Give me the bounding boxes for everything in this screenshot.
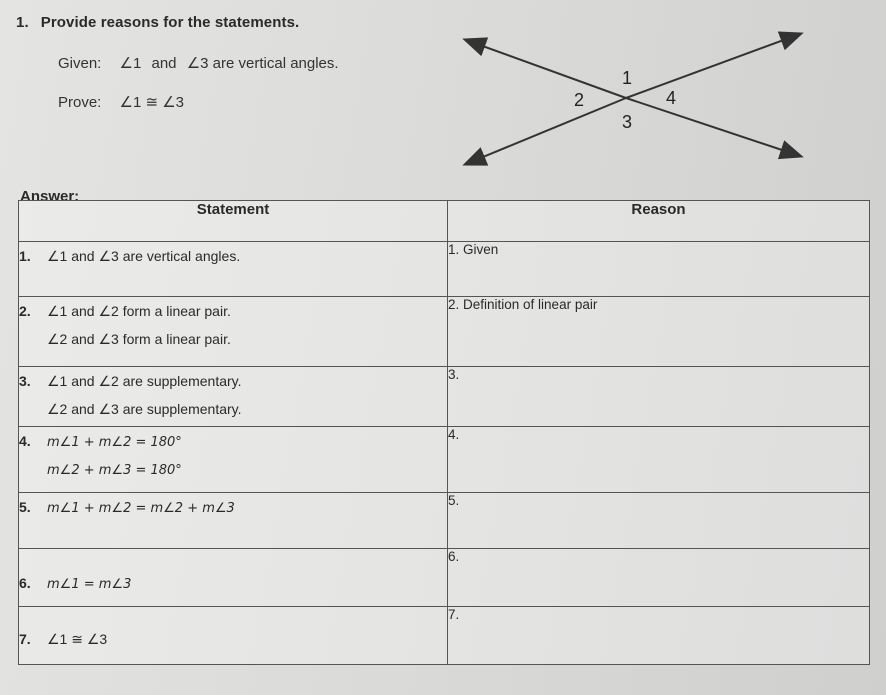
row-number: 5.	[19, 499, 31, 515]
row-number: 3.	[19, 373, 31, 389]
statement-cell	[19, 493, 448, 549]
reason-text: 6.	[448, 549, 460, 564]
row-number: 2.	[19, 303, 31, 319]
question-title	[16, 14, 299, 31]
statement-text: ∠1 and ∠2 form a linear pair.	[47, 303, 231, 319]
angle-label-4: 4	[666, 88, 677, 108]
ray-upper-right	[626, 34, 800, 98]
proof-table	[18, 200, 870, 665]
statement-cell	[19, 549, 448, 607]
reason-text: 5.	[448, 493, 460, 508]
prove-line	[58, 93, 184, 111]
row-number: 1.	[19, 248, 31, 264]
vertical-angles-diagram	[440, 26, 820, 176]
proof-row	[19, 549, 870, 607]
statement-text: ∠1 ≅ ∠3	[47, 631, 108, 647]
given-and: and	[151, 55, 177, 72]
reason-text: 1. Given	[448, 242, 499, 257]
reason-text: 4.	[448, 427, 460, 442]
proof-row	[19, 242, 870, 297]
reason-cell[interactable]	[448, 607, 870, 665]
reason-cell[interactable]	[448, 493, 870, 549]
answer-label: Answer:	[20, 188, 80, 205]
statement-cell	[19, 427, 448, 493]
statement-text: m∠1 = m∠3	[47, 577, 132, 592]
given-text: are vertical angles.	[212, 55, 339, 72]
prove-statement: ∠1 ≅ ∠3	[119, 94, 185, 111]
statement-text: ∠2 and ∠3 form a linear pair.	[47, 331, 231, 347]
statement-text: ∠1 and ∠2 are supplementary.	[47, 373, 242, 389]
prove-label: Prove:	[58, 94, 102, 111]
given-angle-1: ∠1	[119, 55, 142, 72]
statement-cell	[19, 242, 448, 297]
angle-label-3: 3	[622, 112, 633, 132]
given-angle-3: ∠3	[186, 55, 209, 72]
reason-cell[interactable]	[448, 242, 870, 297]
reason-cell[interactable]	[448, 427, 870, 493]
row-number: 7.	[19, 631, 31, 647]
ray-lower-left	[466, 98, 626, 164]
reason-text: 3.	[448, 367, 460, 382]
statement-text: ∠1 and ∠3 are vertical angles.	[47, 248, 241, 264]
statement-text: m∠1 + m∠2 = 180°	[47, 435, 182, 450]
statement-header: Statement	[19, 201, 448, 242]
statement-text: m∠2 + m∠3 = 180°	[47, 463, 182, 478]
reason-cell[interactable]	[448, 549, 870, 607]
proof-row	[19, 607, 870, 665]
ray-upper-left	[466, 40, 626, 98]
proof-row	[19, 493, 870, 549]
statement-cell	[19, 297, 448, 367]
statement-text: ∠2 and ∠3 are supplementary.	[47, 401, 242, 417]
angle-label-1: 1	[622, 68, 633, 88]
row-number: 4.	[19, 433, 31, 449]
angle-label-2: 2	[574, 90, 585, 110]
question-text: Provide reasons for the statements.	[40, 14, 300, 31]
proof-row	[19, 367, 870, 427]
reason-text: 2. Definition of linear pair	[448, 297, 598, 312]
proof-row	[19, 427, 870, 493]
proof-row	[19, 297, 870, 367]
reason-text: 7.	[448, 607, 460, 622]
statement-cell	[19, 607, 448, 665]
given-line	[58, 54, 339, 72]
reason-cell[interactable]	[448, 297, 870, 367]
statement-cell	[19, 367, 448, 427]
ray-lower-right	[626, 98, 800, 156]
reason-header: Reason	[448, 201, 870, 242]
question-number: 1.	[16, 14, 29, 31]
row-number: 6.	[19, 575, 31, 591]
reason-cell[interactable]	[448, 367, 870, 427]
given-label: Given:	[58, 55, 102, 72]
statement-text: m∠1 + m∠2 = m∠2 + m∠3	[47, 501, 235, 516]
